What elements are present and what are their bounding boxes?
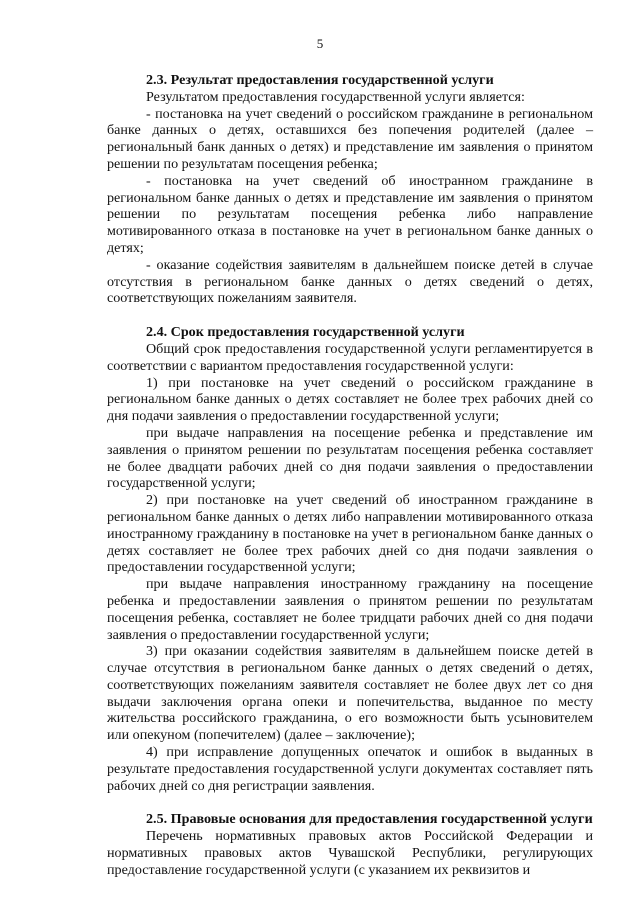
paragraph: 4) при исправление допущенных опечаток и ошибок в выданных в результате предоставления государственной услуги документах составляет пять рабочих дней со дня регистрации заявления. <box>107 744 593 794</box>
document-body <box>107 72 593 879</box>
section-heading-2-4: 2.4. Срок предоставления государственной услуги <box>146 324 465 341</box>
paragraph: 2) при постановке на учет сведений об иностранном гражданине в региональном банке данных о детях либо направлении мотивированного отказа иностранному гражданину в постановке на учет в региональном банке данных о детях составляет не более трех рабочих дней со дня подачи заявления о предоставлении государственной услуги; <box>107 492 593 576</box>
paragraph: - постановка на учет сведений о российском гражданине в региональном банке данных о детях, оставшихся без попечения родителей (далее – региональный банк данных о детях) и представление им заявления о принятом решении по результатам посещения ребенка; <box>107 105 593 172</box>
paragraph: Общий срок предоставления государственной услуги регламентируется в соответствии с вариантом предоставления государственной услуги: <box>107 340 593 374</box>
section-spacer <box>107 794 593 811</box>
paragraph: 3) при оказании содействия заявителям в дальнейшем поиске детей в случае отсутствия в региональном банке данных о детях сведений о детях, соответствующих пожеланиям заявителя составляет не более двух лет со дня выдачи заключения органа опеки и попечительства, выданное по месту жительства российского гражданина, о его возможности быть усыновителем или опекуном (попечителем) (далее – заключение); <box>107 643 593 744</box>
paragraph: Результатом предоставления государственной услуги является: <box>146 88 525 105</box>
section-heading-2-5: 2.5. Правовые основания для предоставления государственной услуги <box>146 811 593 828</box>
page-number: 5 <box>316 36 324 51</box>
paragraph: Перечень нормативных правовых актов Российской Федерации и нормативных правовых актов Чувашской Республики, регулирующих предоставление государственной услуги (с указанием их реквизитов и <box>107 828 593 878</box>
paragraph: при выдаче направления на посещение ребенка и представление им заявления о принятом решении по результатам посещения ребенка составляет не более двадцати рабочих дней со дня подачи заявления о предоставлении государственной услуги; <box>107 424 593 492</box>
paragraph: при выдаче направления иностранному гражданину на посещение ребенка и предоставлении заявления о принятом решении по результатам посещения ребенка, составляет не более тридцати рабочих дней со дня подачи заявления о предоставлении государственной услуги; <box>107 576 593 643</box>
paragraph: - постановка на учет сведений об иностранном гражданине в региональном банке данных о детях и представление им заявления о принятом решении по результатам посещения ребенка либо направление мотивированного отказа в постановке на учет в региональном банке данных о детях; <box>107 172 593 256</box>
section-heading-2-3: 2.3. Результат предоставления государственной услуги <box>146 72 494 88</box>
paragraph: - оказание содействия заявителям в дальнейшем поиске детей в случае отсутствия в региональном банке данных о детях сведений о детях, соответствующих пожеланиям заявителя. <box>107 256 593 307</box>
section-spacer <box>107 307 593 324</box>
paragraph: 1) при постановке на учет сведений о российском гражданине в региональном банке данных о детях составляет не более трех рабочих дней со дня подачи заявления о предоставлении государственной услуги; <box>107 374 593 425</box>
